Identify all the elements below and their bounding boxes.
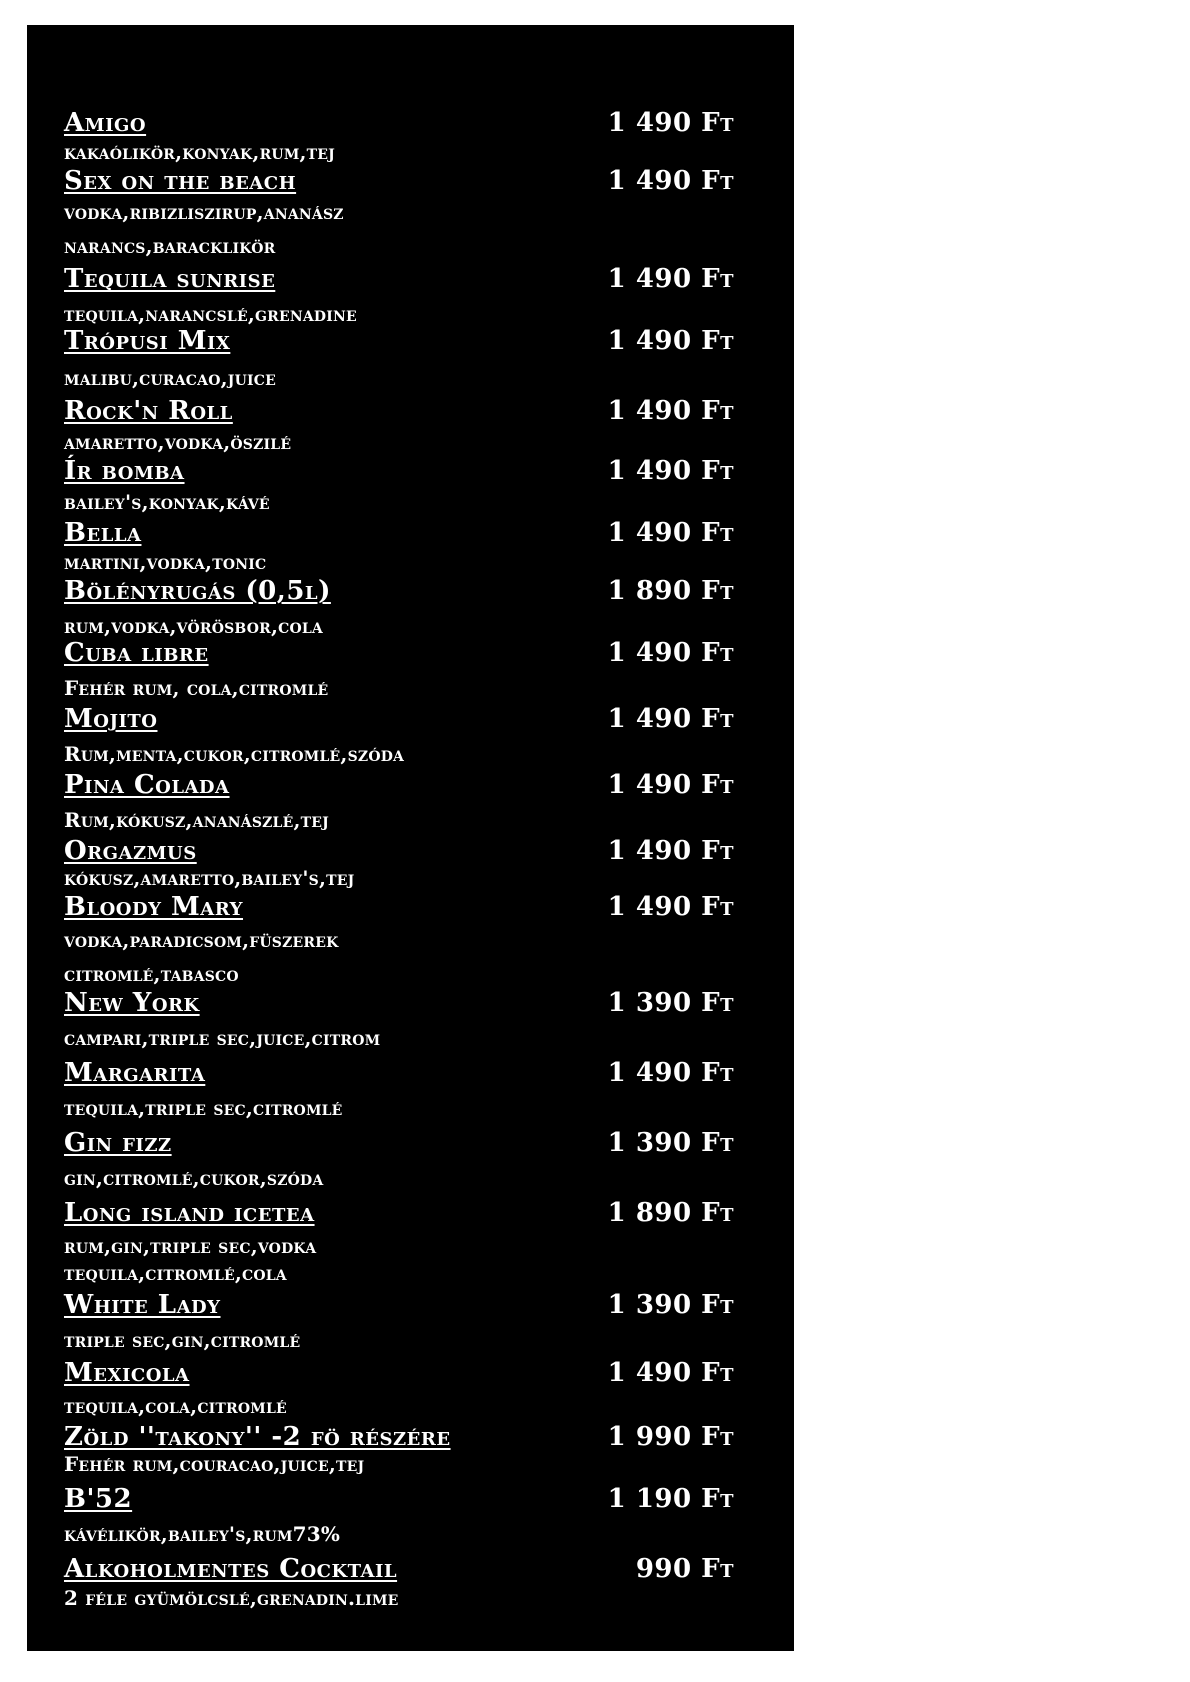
item-description: bailey's,konyak,kávé <box>64 490 270 514</box>
item-description: gin,citromlé,cukor,szóda <box>64 1166 324 1190</box>
item-price: 1 490 Ft <box>607 518 734 548</box>
item-name: Amigo <box>64 108 147 138</box>
item-description: tequila,narancslé,grenadine <box>64 302 357 326</box>
menu-item <box>64 1484 734 1546</box>
menu-item <box>64 638 734 700</box>
menu-item <box>64 396 734 454</box>
item-description: Rum,menta,cukor,citromlé,szóda <box>64 742 405 766</box>
item-price: 1 990 Ft <box>607 1422 734 1452</box>
item-price: 1 490 Ft <box>607 166 734 196</box>
item-price: 1 490 Ft <box>607 396 734 426</box>
item-price: 1 490 Ft <box>607 108 734 138</box>
item-description: martini,vodka,tonic <box>64 550 267 574</box>
item-name: Ír bomba <box>64 456 185 486</box>
item-name: Tequila sunrise <box>64 264 276 294</box>
item-description: tequila,cola,citromlé <box>64 1394 287 1418</box>
item-name: Mojito <box>64 704 158 734</box>
menu-item <box>64 1128 734 1190</box>
menu-item <box>64 770 734 832</box>
item-name: B'52 <box>64 1484 133 1514</box>
item-price: 1 490 Ft <box>607 1358 734 1388</box>
item-price: 1 490 Ft <box>607 892 734 922</box>
item-name: Bloody Mary <box>64 892 244 922</box>
item-price: 1 890 Ft <box>607 576 734 606</box>
item-price: 1 490 Ft <box>607 836 734 866</box>
item-price: 1 490 Ft <box>607 704 734 734</box>
menu-item <box>64 1058 734 1120</box>
item-price: 1 490 Ft <box>607 326 734 356</box>
menu-item <box>64 704 734 766</box>
item-price: 1 490 Ft <box>607 1058 734 1088</box>
item-name: New York <box>64 988 200 1018</box>
item-description: campari,triple sec,juice,citrom <box>64 1026 381 1050</box>
menu-item <box>64 518 734 574</box>
item-description: citromlé,tabasco <box>64 962 239 986</box>
item-name: Long island icetea <box>64 1198 315 1228</box>
item-name: Trópusi Mix <box>64 326 231 356</box>
item-description: narancs,baracklikör <box>64 234 276 258</box>
menu-item <box>64 264 734 326</box>
item-name: Bölényrugás (0,5l) <box>64 576 331 606</box>
item-price: 1 390 Ft <box>607 1290 734 1320</box>
item-price: 1 390 Ft <box>607 1128 734 1158</box>
item-description: 2 féle gyümölcslé,grenadin.lime <box>64 1586 399 1610</box>
item-name: Margarita <box>64 1058 206 1088</box>
item-name: Mexicola <box>64 1358 190 1388</box>
menu-item <box>64 456 734 514</box>
item-description: kókusz,amaretto,bailey's,tej <box>64 866 355 890</box>
menu-item <box>64 1290 734 1352</box>
item-description: amaretto,vodka,öszilé <box>64 430 292 454</box>
item-description: tequila,citromlé,cola <box>64 1261 287 1285</box>
menu-item <box>64 988 734 1050</box>
item-description: kávélikör,bailey's,rum73% <box>64 1522 341 1546</box>
menu-item <box>64 576 734 638</box>
item-price: 1 490 Ft <box>607 456 734 486</box>
item-name: Bella <box>64 518 142 548</box>
item-name: Gin fizz <box>64 1128 172 1158</box>
item-price: 1 490 Ft <box>607 264 734 294</box>
item-name: Alkoholmentes Cocktail <box>64 1554 398 1584</box>
item-description: tequila,triple sec,citromlé <box>64 1096 343 1120</box>
item-description: Rum,kókusz,ananászlé,tej <box>64 808 329 832</box>
item-description: Fehér rum, cola,citromlé <box>64 676 329 700</box>
menu-item <box>64 1198 734 1285</box>
menu-item <box>64 166 734 258</box>
item-name: Orgazmus <box>64 836 197 866</box>
item-name: Pina Colada <box>64 770 230 800</box>
menu-item <box>64 892 734 986</box>
item-description: rum,vodka,vörösbor,cola <box>64 614 323 638</box>
item-name: Cuba libre <box>64 638 209 668</box>
item-name: Rock'n Roll <box>64 396 233 426</box>
menu-item <box>64 1358 734 1418</box>
item-name: Zöld ''takony'' -2 fö részére <box>64 1422 451 1452</box>
item-price: 1 890 Ft <box>607 1198 734 1228</box>
item-price: 990 Ft <box>635 1554 734 1584</box>
item-description: malibu,curacao,juice <box>64 366 276 390</box>
item-name: White Lady <box>64 1290 221 1320</box>
menu-item <box>64 326 734 390</box>
menu-item <box>64 1554 734 1610</box>
item-description: triple sec,gin,citromlé <box>64 1328 301 1352</box>
item-description: kakaólikör,konyak,rum,tej <box>64 140 335 164</box>
item-name: Sex on the beach <box>64 166 297 196</box>
item-description: rum,gin,triple sec,vodka <box>64 1234 317 1258</box>
item-price: 1 190 Ft <box>607 1484 734 1514</box>
item-price: 1 390 Ft <box>607 988 734 1018</box>
item-description: vodka,paradicsom,füszerek <box>64 928 339 952</box>
menu-item <box>64 1422 734 1476</box>
item-description: vodka,ribizliszirup,ananász <box>64 200 344 224</box>
item-description: Fehér rum,couracao,juice,tej <box>64 1452 365 1476</box>
menu-item <box>64 108 734 164</box>
item-price: 1 490 Ft <box>607 770 734 800</box>
menu-item <box>64 836 734 890</box>
item-price: 1 490 Ft <box>607 638 734 668</box>
